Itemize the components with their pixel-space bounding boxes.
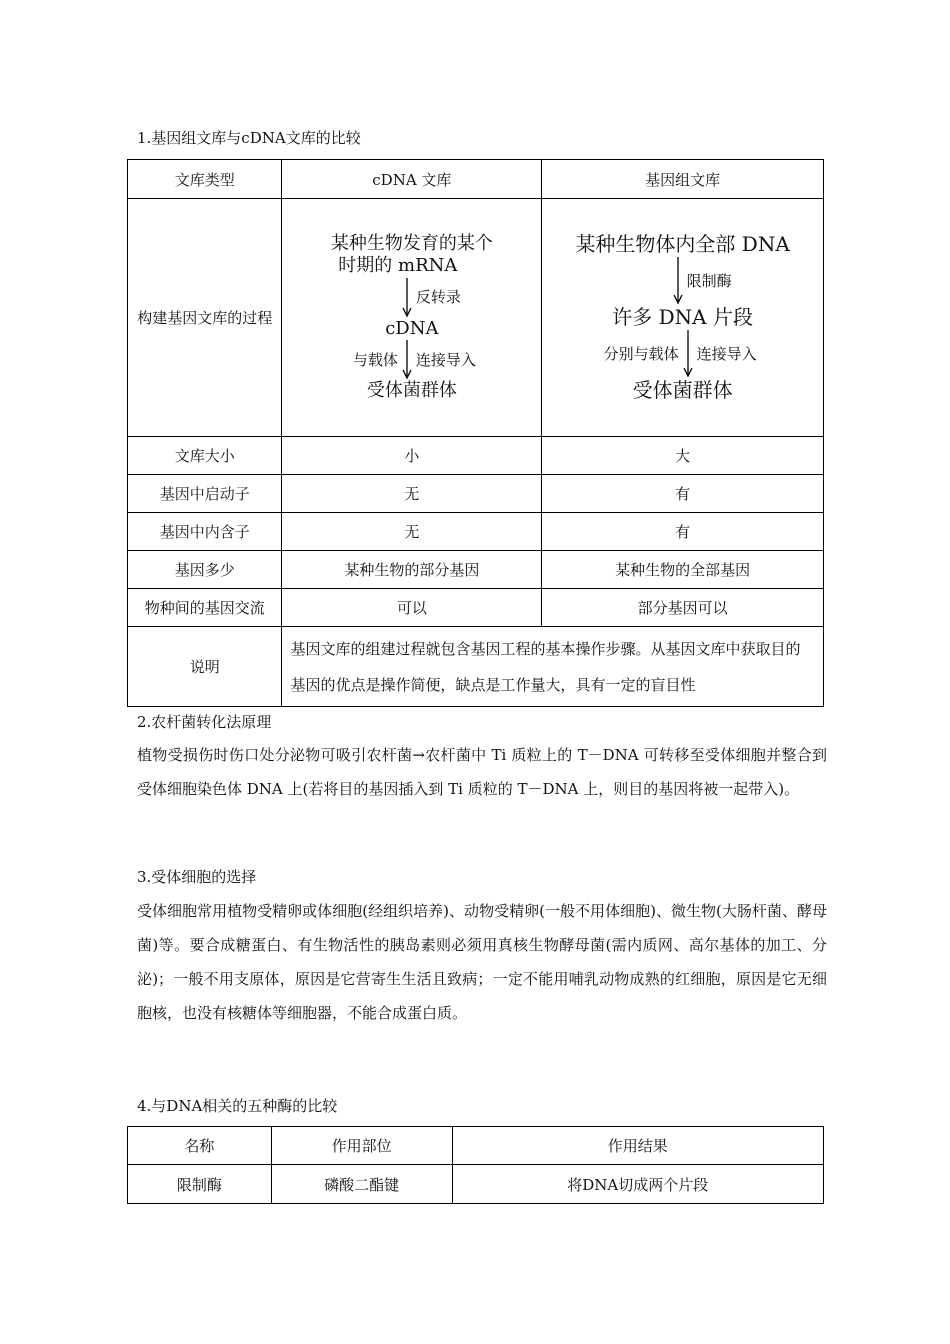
enzyme-site: 磷酸二酯键 — [271, 1165, 452, 1204]
process-label: 构建基因文库的过程 — [128, 199, 282, 437]
genomic-value: 某种生物的全部基因 — [542, 551, 824, 589]
genomic-value: 有 — [542, 513, 824, 551]
genomic-flow-end: 受体菌群体 — [632, 378, 733, 402]
row-label: 物种间的基因交流 — [128, 589, 282, 627]
cdna-flow-end: 受体菌群体 — [366, 380, 457, 401]
table-row — [128, 475, 824, 513]
section-2-text: 植物受损伤时伤口处分泌物可吸引农杆菌→农杆菌中 Ti 质粒上的 T－DNA 可转移至受体细胞并整合到受体细胞染色体 DNA 上(若将目的基因插入到 Ti 质粒的 T－DNA 上，则目的基因将被一起带入)。 — [137, 746, 827, 798]
down-arrow-icon — [672, 257, 684, 305]
header-site: 作用部位 — [271, 1127, 452, 1165]
header-result: 作用结果 — [452, 1127, 823, 1165]
down-arrow-icon — [682, 330, 694, 378]
table-row-process — [128, 199, 824, 437]
cdna-value: 无 — [282, 475, 542, 513]
enzyme-result: 将DNA切成两个片段 — [452, 1165, 823, 1204]
library-comparison-table — [127, 159, 824, 707]
enzyme-comparison-table — [127, 1126, 824, 1204]
genomic-value: 大 — [542, 437, 824, 475]
header-library-type: 文库类型 — [128, 160, 282, 199]
table-header-row — [128, 160, 824, 199]
section-3-heading: 3.受体细胞的选择 — [137, 868, 257, 886]
table-row — [128, 1165, 824, 1204]
row-label: 基因多少 — [128, 551, 282, 589]
section-1-heading: 1.基因组文库与cDNA文库的比较 — [137, 129, 361, 147]
cdna-flow-mid: cDNA — [385, 317, 439, 339]
header-name: 名称 — [128, 1127, 272, 1165]
cdna-value: 小 — [282, 437, 542, 475]
cdna-flow — [288, 233, 535, 403]
table-header-row — [128, 1127, 824, 1165]
header-genomic-library: 基因组文库 — [542, 160, 824, 199]
genomic-arrow2-left-label: 分别与载体 — [603, 344, 679, 363]
table-row-note — [128, 627, 824, 707]
genomic-arrow1-label: 限制酶 — [686, 271, 732, 290]
section-3-text: 受体细胞常用植物受精卵或体细胞(经组织培养)、动物受精卵(一般不用体细胞)、微生物(大肠杆菌、酵母菌)等。要合成糖蛋白、有生物活性的胰岛素则必须用真核生物酵母菌(需内质网、高尔基体的加工、分泌)；一般不用支原体，原因是它营寄生生活且致病；一定不能用哺乳动物成熟的红细胞，原因是它无细胞核，也没有核糖体等细胞器，不能合成蛋白质。 — [137, 902, 827, 1022]
cdna-arrow2-right-label: 连接导入 — [415, 350, 476, 369]
table-row — [128, 589, 824, 627]
genomic-value: 部分基因可以 — [542, 589, 824, 627]
cdna-flow-start-2: 时期的 mRNA — [338, 255, 458, 276]
note-text: 基因文库的组建过程就包含基因工程的基本操作步骤。从基因文库中获取目的基因的优点是操作简便，缺点是工作量大，具有一定的盲目性 — [282, 627, 824, 707]
section-4-heading: 4.与DNA相关的五种酶的比较 — [137, 1097, 338, 1115]
table-row — [128, 437, 824, 475]
genomic-flow — [548, 232, 817, 403]
cdna-flow-cell — [282, 199, 542, 437]
cdna-value: 无 — [282, 513, 542, 551]
note-label: 说明 — [128, 627, 282, 707]
enzyme-name: 限制酶 — [128, 1165, 272, 1204]
header-cdna-library: cDNA 文库 — [282, 160, 542, 199]
section-2-heading: 2.农杆菌转化法原理 — [137, 713, 272, 731]
genomic-flow-start: 某种生物体内全部 DNA — [575, 232, 790, 256]
cdna-flow-start-1: 某种生物发育的某个 — [330, 232, 493, 254]
down-arrow-icon — [401, 340, 413, 380]
genomic-flow-cell — [542, 199, 824, 437]
cdna-value: 可以 — [282, 589, 542, 627]
row-label: 基因中启动子 — [128, 475, 282, 513]
genomic-value: 有 — [542, 475, 824, 513]
genomic-flow-mid: 许多 DNA 片段 — [612, 305, 753, 329]
row-label: 文库大小 — [128, 437, 282, 475]
table-row — [128, 551, 824, 589]
down-arrow-icon — [401, 278, 413, 318]
cdna-arrow2-left-label: 与载体 — [352, 350, 398, 369]
cdna-value: 某种生物的部分基因 — [282, 551, 542, 589]
row-label: 基因中内含子 — [128, 513, 282, 551]
cdna-arrow1-label: 反转录 — [415, 288, 461, 307]
table-row — [128, 513, 824, 551]
genomic-arrow2-right-label: 连接导入 — [696, 344, 757, 363]
